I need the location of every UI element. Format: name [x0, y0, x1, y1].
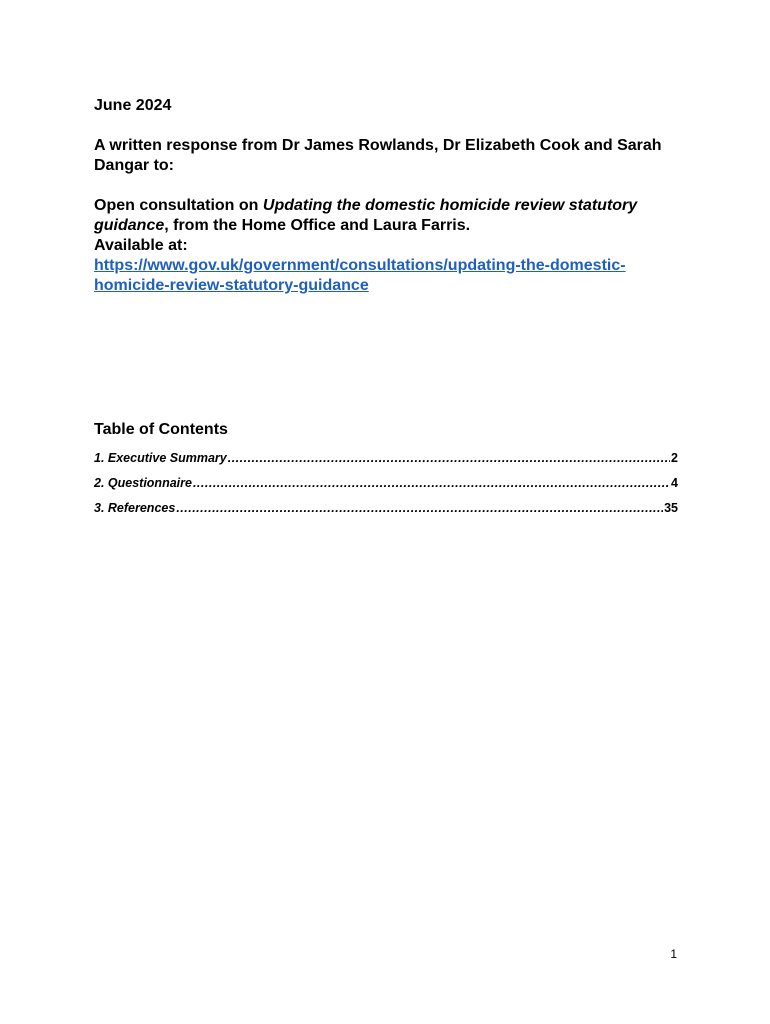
table-of-contents [94, 420, 678, 525]
consultation-link[interactable]: https://www.gov.uk/government/consultations/updating-the-domestic-homicide-review-statutory-guidance [94, 257, 626, 294]
toc-entry-questionnaire[interactable] [94, 475, 678, 491]
toc-leader-dots [193, 475, 670, 491]
toc-entry-page: 2 [671, 451, 678, 465]
toc-leader-dots [228, 450, 670, 466]
toc-entry-page: 35 [664, 501, 678, 515]
available-label: Available at: [94, 237, 188, 254]
page-number: 1 [670, 947, 677, 961]
toc-title: Table of Contents [94, 421, 228, 438]
toc-entry-page: 4 [671, 476, 678, 490]
consultation-title: Updating the domestic homicide review statutory guidance [94, 197, 638, 234]
toc-entry-label: 1. Executive Summary [94, 451, 227, 465]
toc-entry-label: 3. References [94, 501, 176, 515]
toc-entry-references[interactable] [94, 500, 678, 516]
toc-entry-label: 2. Questionnaire [94, 476, 192, 490]
consultation-description [94, 196, 684, 296]
consultation-suffix: , from the Home Office and Laura Farris. [164, 217, 471, 234]
front-matter [94, 96, 684, 296]
response-heading: A written response from Dr James Rowlands, Dr Elizabeth Cook and Sarah Dangar to: [94, 137, 662, 174]
consultation-prefix: Open consultation on [94, 197, 263, 214]
toc-entry-executive-summary[interactable] [94, 450, 678, 466]
toc-leader-dots [176, 500, 663, 516]
document-date: June 2024 [94, 97, 172, 114]
